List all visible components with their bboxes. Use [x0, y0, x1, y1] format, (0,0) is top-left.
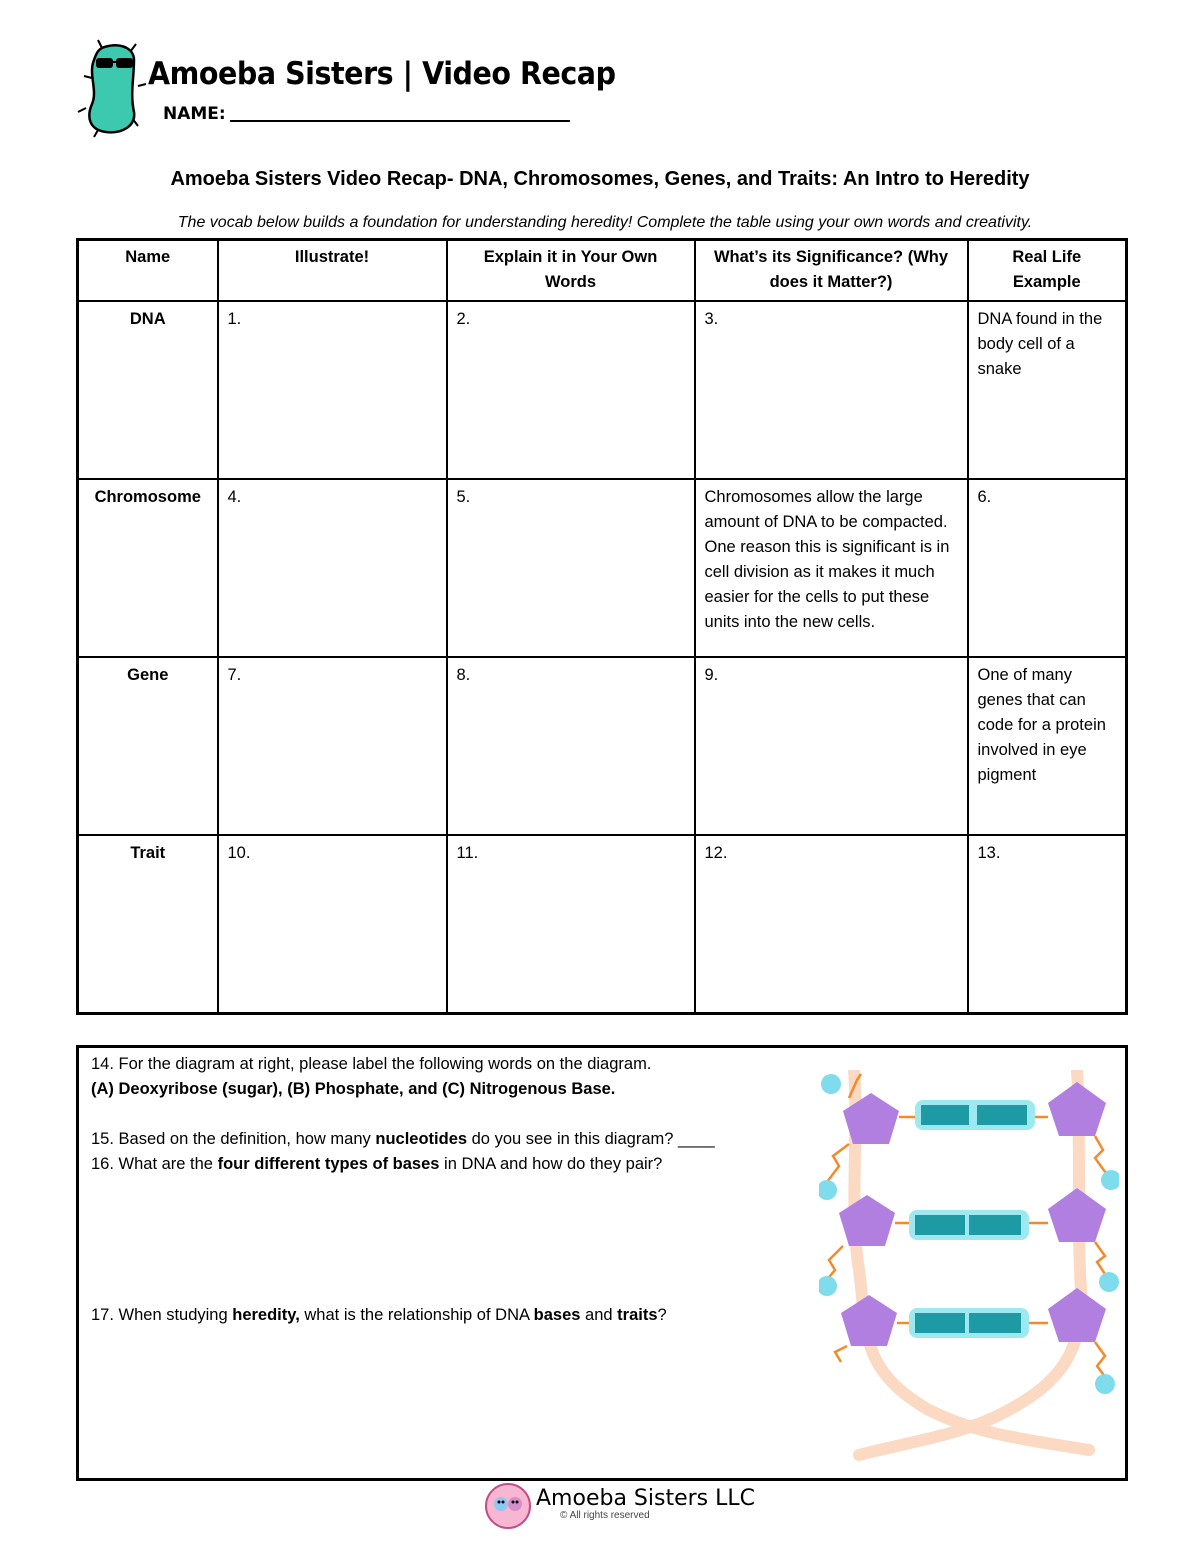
header-illustrate: Illustrate! — [218, 240, 447, 302]
name-input-line[interactable] — [230, 120, 570, 122]
table-row — [78, 301, 1127, 479]
footer-rights: © All rights reserved — [560, 1510, 650, 1521]
header-name: Name — [78, 240, 218, 302]
table-row — [78, 479, 1127, 657]
brand-title: Amoeba Sisters | Video Recap — [148, 56, 616, 92]
header-significance: What’s its Significance? (Why does it Matter?) — [695, 240, 968, 302]
question-14-terms: (A) Deoxyribose (sugar), (B) Phosphate, and (C) Nitrogenous Base. — [91, 1080, 616, 1098]
row-label-chromosome: Chromosome — [78, 479, 218, 657]
answer-cell[interactable]: 10. — [218, 835, 447, 1013]
table-row — [78, 835, 1127, 1013]
example-cell: DNA found in the body cell of a snake — [968, 301, 1127, 479]
amoeba-mascot-logo — [72, 38, 158, 138]
document-title: Amoeba Sisters Video Recap- DNA, Chromosomes, Genes, and Traits: An Intro to Heredity — [170, 168, 1030, 190]
instructions: The vocab below builds a foundation for understanding heredity! Complete the table using your own words and creativity. — [177, 214, 1033, 231]
footer-company: Amoeba Sisters LLC — [536, 1486, 755, 1511]
answer-cell[interactable]: 9. — [695, 657, 968, 835]
significance-cell: Chromosomes allow the large amount of DNA to be compacted. One reason this is significant is in cell division as it makes it much easier for the cells to put these units into the new cells. — [695, 479, 968, 657]
answer-cell[interactable]: 4. — [218, 479, 447, 657]
question-14: 14. For the diagram at right, please label the following words on the diagram. — [91, 1055, 652, 1073]
question-17[interactable]: 17. When studying heredity, what is the relationship of DNA bases and traits? — [91, 1306, 667, 1324]
table-row — [78, 657, 1127, 835]
answer-cell[interactable]: 1. — [218, 301, 447, 479]
amoeba-sisters-footer-logo — [484, 1482, 532, 1530]
row-label-trait: Trait — [78, 835, 218, 1013]
table-header-row — [78, 240, 1127, 302]
row-label-gene: Gene — [78, 657, 218, 835]
answer-cell[interactable]: 13. — [968, 835, 1127, 1013]
example-cell: One of many genes that can code for a protein involved in eye pigment — [968, 657, 1127, 835]
vocab-table — [76, 238, 1128, 1015]
answer-cell[interactable]: 11. — [447, 835, 695, 1013]
answer-cell[interactable]: 6. — [968, 479, 1127, 657]
header-explain: Explain it in Your Own Words — [447, 240, 695, 302]
name-label: NAME: — [163, 104, 226, 124]
row-label-dna: DNA — [78, 301, 218, 479]
question-15[interactable]: 15. Based on the definition, how many nucleotides do you see in this diagram? ____ — [91, 1130, 715, 1148]
header-example: Real Life Example — [968, 240, 1127, 302]
answer-cell[interactable]: 3. — [695, 301, 968, 479]
answer-cell[interactable]: 7. — [218, 657, 447, 835]
answer-cell[interactable]: 2. — [447, 301, 695, 479]
question-16[interactable]: 16. What are the four different types of bases in DNA and how do they pair? — [91, 1155, 663, 1173]
dna-nucleotide-diagram — [819, 1070, 1119, 1470]
answer-cell[interactable]: 8. — [447, 657, 695, 835]
answer-cell[interactable]: 5. — [447, 479, 695, 657]
answer-cell[interactable]: 12. — [695, 835, 968, 1013]
questions-box — [76, 1045, 1128, 1481]
